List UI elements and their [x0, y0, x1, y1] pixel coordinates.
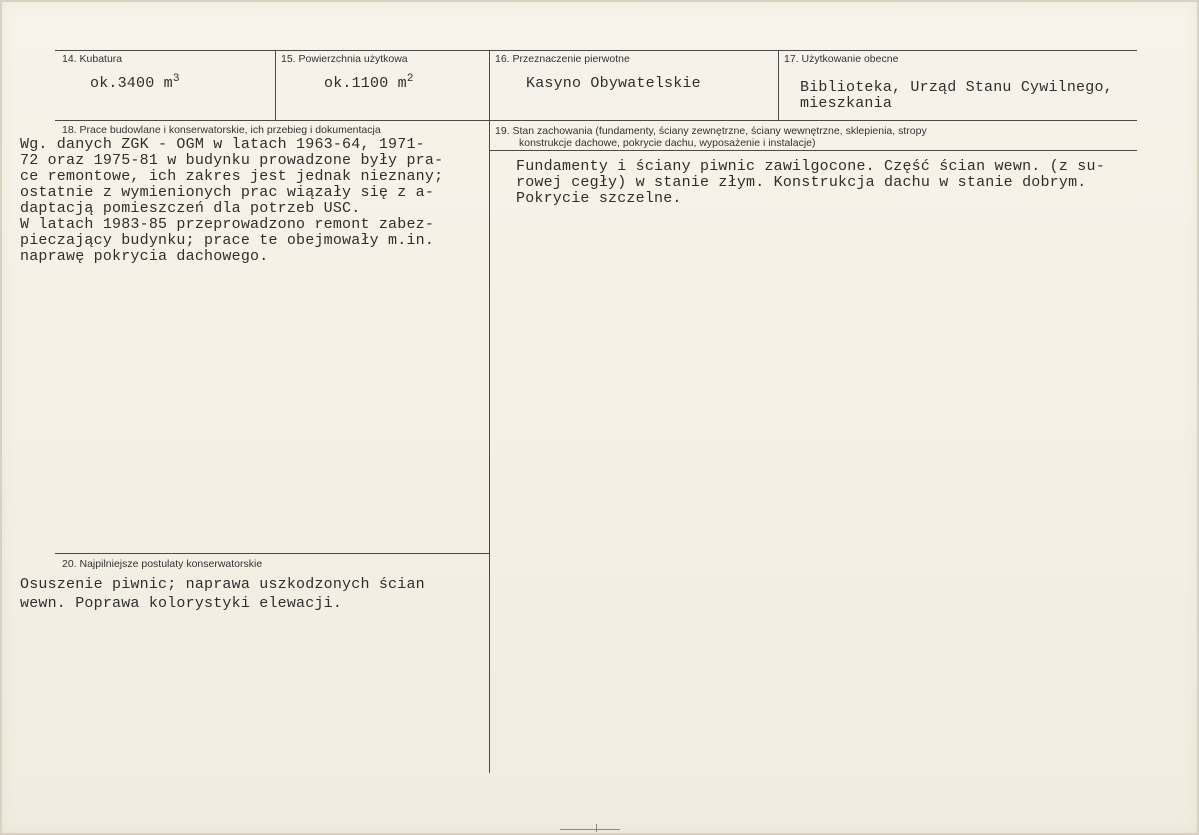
- uzytkowanie-label: 17. Użytkowanie obecne: [784, 53, 899, 65]
- stan-line: rowej cegły) w stanie złym. Konstrukcja dachu w stanie dobrym.: [516, 174, 1087, 191]
- przeznaczenie-label: 16. Przeznaczenie pierwotne: [495, 53, 630, 65]
- stan-line: Pokrycie szczelne.: [516, 190, 682, 207]
- stan-label-cont: konstrukcje dachowe, pokrycie dachu, wyposażenie i instalacje): [519, 137, 816, 149]
- uzytkowanie-line: mieszkania: [800, 95, 893, 112]
- uzytkowanie-line: Biblioteka, Urząd Stanu Cywilnego,: [800, 79, 1113, 96]
- prace-line: W latach 1983-85 przeprowadzono remont zabez-: [20, 216, 435, 233]
- kubatura-label: 14. Kubatura: [62, 53, 123, 65]
- powierzchnia-value: ok.1100 $m^2$: [324, 73, 414, 92]
- stan-label: 19. Stan zachowania (fundamenty, ściany zewnętrzne, ściany wewnętrzne, sklepienia, stropy: [495, 125, 927, 137]
- divider-16-17: [778, 50, 779, 120]
- przeznaczenie-value: Kasyno Obywatelskie: [526, 75, 701, 92]
- postulaty-label: 20. Najpilniejsze postulaty konserwatorskie: [62, 558, 263, 570]
- prace-line: naprawę pokrycia dachowego.: [20, 248, 269, 265]
- divider-14-15: [275, 50, 276, 120]
- row19-header-rule: [489, 150, 1137, 151]
- row1-bottom-rule: [55, 120, 1137, 121]
- stan-line: Fundamenty i ściany piwnic zawilgocone. Część ścian wewn. (z su-: [516, 158, 1105, 175]
- prace-line: 72 oraz 1975-81 w budynku prowadzone były pra-: [20, 152, 444, 169]
- powierzchnia-label: 15. Powierzchnia użytkowa: [281, 53, 408, 65]
- prace-label: 18. Prace budowlane i konserwatorskie, ich przebieg i dokumentacja: [62, 124, 381, 136]
- bottom-tick-vertical: [596, 824, 597, 832]
- section-20-top-rule: [55, 553, 489, 554]
- prace-line: Wg. danych ZGK - OGM w latach 1963-64, 1971-: [20, 136, 425, 153]
- prace-line: ce remontowe, ich zakres jest jednak nieznany;: [20, 168, 444, 185]
- divider-15-16: [489, 50, 490, 773]
- prace-line: ostatnie z wymienionych prac wiązały się z a-: [20, 184, 435, 201]
- postulaty-line: Osuszenie piwnic; naprawa uszkodzonych ścian: [20, 576, 425, 593]
- bottom-tick: [560, 829, 620, 830]
- kubatura-value: ok.3400 $m^3$: [90, 73, 180, 92]
- prace-line: pieczający budynku; prace te obejmowały m.in.: [20, 232, 435, 249]
- postulaty-line: wewn. Poprawa kolorystyki elewacji.: [20, 595, 343, 612]
- prace-line: daptacją pomieszczeń dla potrzeb USC.: [20, 200, 361, 217]
- top-rule: [55, 50, 1137, 51]
